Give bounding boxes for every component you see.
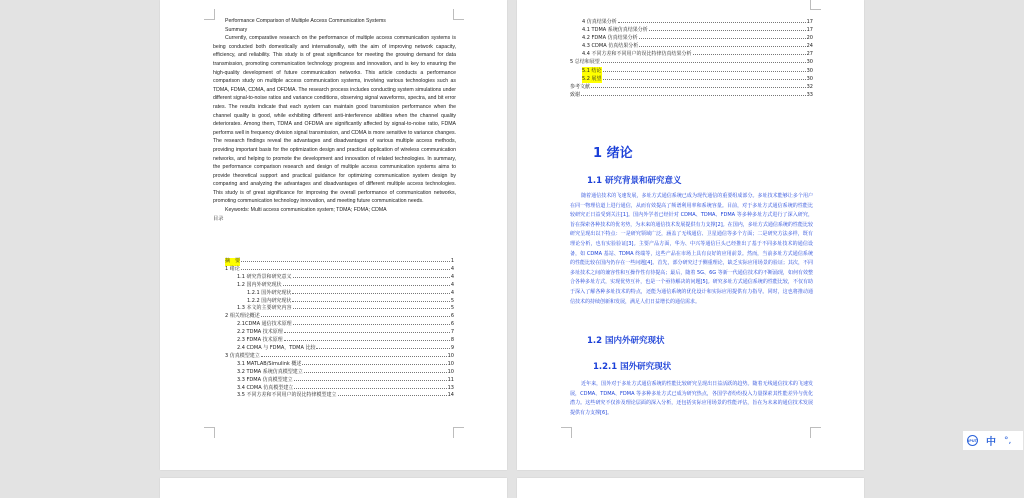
document-page-1 (160, 0, 507, 470)
table-of-contents (225, 258, 454, 400)
crop-mark (810, 427, 821, 438)
crop-mark (453, 427, 464, 438)
keywords: Keywords: Multi access communication system; TDMA; FDMA; CDMA (225, 207, 387, 214)
toc-entry[interactable]: 2.4 CDMA 与 FDMA，TDMA 比较 9 (237, 344, 454, 351)
abstract-text: Currently, comparative research on the performance of multiple access communication systems is being conducted both domestically and internationally, with the aim of improving network capacity, efficiency, and reliability. This study is of great significance for meeting the growing demand for data transmission, promoting communication technology progress and innovation, and is key to ensuring the high-quality development of future communication networks. This article conducts a performance comparison study on multiple access communication systems, involving various technologies such as TDMA, FDMA, CDMA, and OFDMA. The research process includes conducting system simulations under different signal-to-noise ratios and variance conditions, observing signal waveforms, spectra, and bit error rates. The results indicate that each system can maintain good transmission performance when the channel quality is good, while exhibiting different anti-interference abilities when the channel quality deteriorates. Among them, TDMA and OFDMA are significantly affected by signal-to-noise ratio, FDMA performs well in frequency division signal transmission, and CDMA is more sensitive to variance changes. The research findings reveal the advantages and disadvantages of various multiple access methods, providing important basis for the optimization design and practical application of wireless communication networks, and helping to promote the development and innovation of related technologies. In summary, the performance comparison research and design of multiple access communication systems aims to provide theoretical support and practical guidance for optimizing communication system design by comparing and analyzing the advantages and disadvantages of different multiple access technologies. This study is of great significance for improving the overall performance of communication networks, promoting communication technology innovation, and meeting future communication needs. (213, 35, 456, 205)
toc-entry[interactable]: 致谢 33 (570, 91, 813, 98)
toc-entry[interactable]: 1.2.1 国外研究现状 4 (247, 289, 454, 296)
ime-logo-icon[interactable]: IPUT (967, 435, 978, 446)
ime-punctuation-toggle-icon[interactable]: °, (1004, 435, 1012, 446)
toc-heading: 目录 (213, 215, 224, 222)
toc-entry[interactable]: 3.3 FDMA 仿真模型建立 11 (237, 376, 454, 383)
toc-entry[interactable]: 4.4 不同方差和不同用户的误比特律仿真结果分析 27 (582, 51, 813, 58)
crop-mark (561, 427, 572, 438)
toc-entry[interactable]: 1 绪论 4 (225, 265, 454, 272)
toc-entry[interactable]: 5.2 展望 30 (582, 75, 813, 82)
section-1-1-paragraph: 随着通信技术的飞速发展，多址方式通信系统已成为现代通信的重要组成部分。多址技术能够让多个用户在同一物理信道上进行通信，从而有效提高了频谱利用率和系统容量。目前，对于多址方式通信系统的性能比较研究正日益受到关注[1]。国内外学者已经针对 CDMA、TDMA、FDMA 等多种多址方式进行了深入研究，旨在探索各种技术的优劣势，为未来的通信技术发展提供有力支撑[2]。在国内，多址方式通信系统的性能比较研究呈现出以下特点：一是研究领域广泛，涵盖了无线通信、卫星通信等多个方面；二是研究方法多样，既有理论分析，也有实验验证[3]。主要产品方面，华为、中兴等通信巨头已经推出了基于不同多址技术的通信设备，如 CDMA 基站、TDMA 终端等，这些产品在市场上具有良好的应用前景。然而，当前多址方式通信系统的性能比较在国内仍存在一些问题[4]。首先，部分研究过于侧重理论，缺乏实际应用场景的验证；其次，不同多址技术之间的兼容性和互操作性有待提高；最后，随着 5G、6G 等新一代通信技术的不断涌现，如何有效整合各种多址方式，实现优势互补，也是一个亟待解决的问题[5]。研究多址方式通信系统的性能比较，不仅有助于深入了解各种多址技术的特点，还能为通信系统的优化设计和实际应用提供有力指导。同时，这也将推动通信技术的持续创新和发展，满足人们日益增长的通信需求。 (570, 193, 813, 305)
table-of-contents-continued (570, 18, 813, 99)
crop-mark (204, 427, 215, 438)
english-title: Performance Comparison of Multiple Access Communication Systems (225, 18, 386, 24)
summary-heading: Summary (225, 26, 248, 33)
toc-entry[interactable]: 5.1 结论 30 (582, 67, 813, 74)
document-page-4 (517, 478, 864, 498)
ime-toolbar[interactable] (963, 431, 1023, 450)
toc-entry[interactable]: 4 仿真结果分析 17 (582, 19, 813, 25)
toc-entry[interactable]: 3.5 不同方差和不同用户的误比特律模型建立 14 (237, 392, 454, 399)
document-page-2 (517, 0, 864, 470)
section-heading-1-2-1: 1.2.1 国外研究现状 (593, 362, 672, 372)
toc-entry[interactable]: 3.1 MATLAB/Simulink 概述 10 (237, 360, 454, 367)
toc-entry[interactable]: 1.2 国内外研究现状 4 (237, 281, 454, 288)
toc-entry[interactable]: 3.4 CDMA 仿真模型建立 13 (237, 384, 454, 391)
chapter-heading: 1 绪论 (593, 146, 633, 161)
toc-entry[interactable]: 4.1 TDMA 系统仿真结果分析 17 (582, 27, 813, 34)
toc-entry[interactable]: 2.1CDMA 通信技术原理 6 (237, 321, 454, 328)
document-page-3 (160, 478, 507, 498)
crop-mark (810, 0, 821, 10)
toc-entry[interactable]: 摘 要 1 (225, 258, 454, 264)
toc-entry[interactable]: 2.3 FDMA 技术原理 8 (237, 337, 454, 344)
toc-entry[interactable]: 5 总结和展望 30 (570, 59, 813, 66)
toc-entry[interactable]: 参考文献 32 (570, 83, 813, 90)
abstract-block (213, 17, 456, 223)
toc-entry[interactable]: 1.3 本文的主要研究内容 5 (237, 305, 454, 312)
section-1-2-1-paragraph: 近年来，国外对于多址方式通信系统的性能比较研究呈现出日益活跃的趋势。随着无线通信技术的飞速发展，CDMA、TDMA、FDMA 等多种多址方式已成为研究热点，各国学者纷纷投入力量探索其性能差异与优化潜力。这些研究不仅涉及理论层面的深入分析，还包括实际应用场景的性能评估，旨在为未来的通信技术发展提供有力支撑[6]。 (570, 381, 813, 416)
toc-entry[interactable]: 2.2 TDMA 技术原理 7 (237, 329, 454, 336)
toc-entry[interactable]: 4.3 CDMA 仿真结果分析 24 (582, 43, 813, 50)
toc-entry[interactable]: 3.2 TDMA 系统仿真模型建立 10 (237, 368, 454, 375)
toc-entry[interactable]: 1.1 研究背景和研究意义 4 (237, 273, 454, 280)
toc-entry[interactable]: 4.2 FDMA 仿真结果分析 20 (582, 35, 813, 42)
toc-entry[interactable]: 1.2.2 国内研究现状 5 (247, 297, 454, 304)
ime-language-toggle[interactable]: 中 (986, 437, 996, 448)
section-heading-1-2: 1.2 国内外研究现状 (587, 336, 665, 346)
toc-entry[interactable]: 3 仿真模型建立 10 (225, 352, 454, 359)
section-heading-1-1: 1.1 研究背景和研究意义 (587, 176, 682, 186)
toc-entry[interactable]: 2 相关理论概述 6 (225, 313, 454, 320)
